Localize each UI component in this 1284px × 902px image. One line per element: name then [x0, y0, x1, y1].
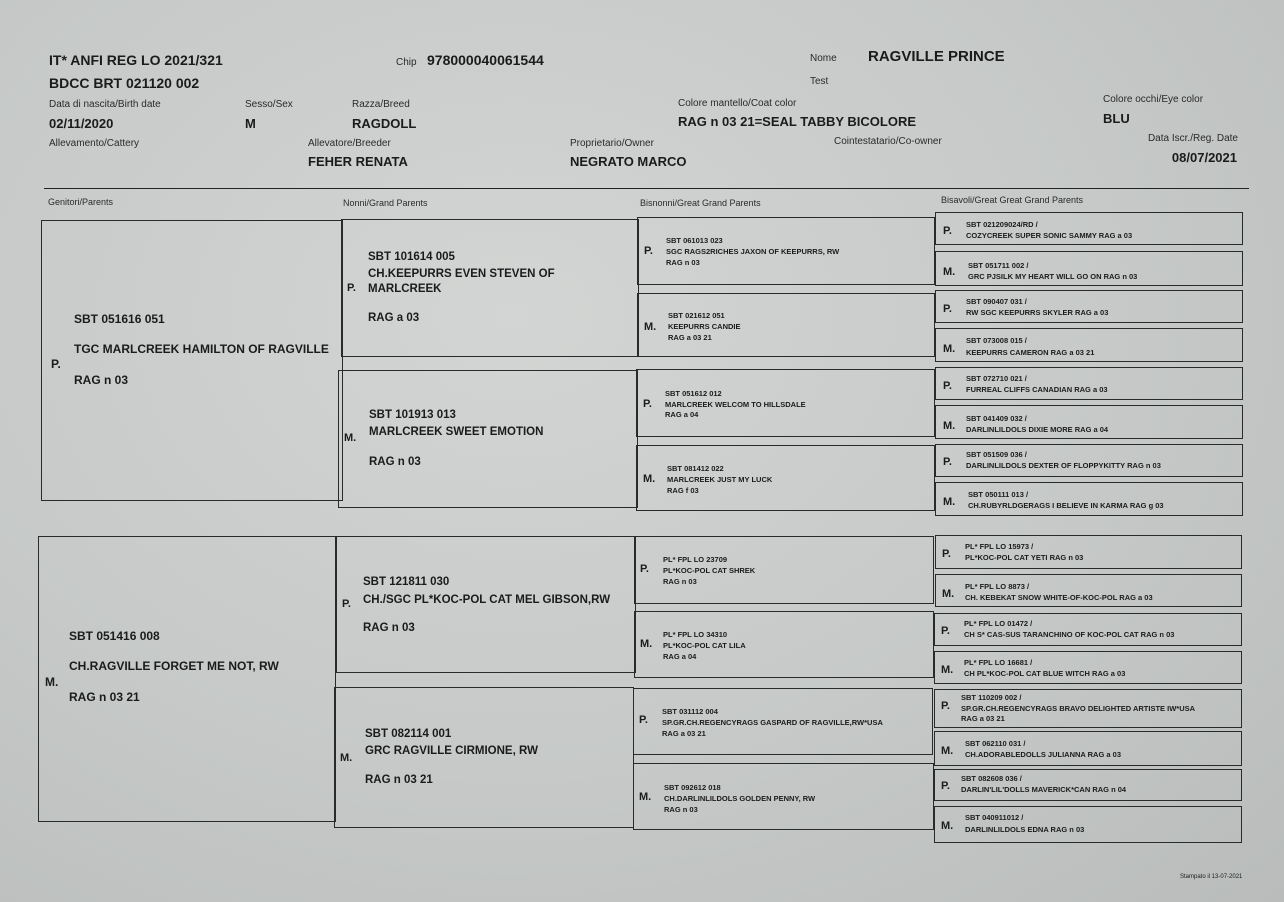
column-header-parents: Genitori/Parents — [48, 197, 114, 207]
great-great-grandparent-sex: P. — [941, 780, 950, 792]
grandparent-breed: RAG a 03 — [368, 312, 420, 324]
great-great-grandparent-sex: M. — [943, 266, 956, 278]
great-great-grandparent-reg: SBT 062110 031 / — [965, 739, 1026, 748]
great-great-grandparent-name: RW SGC KEEPURRS SKYLER RAG a 03 — [966, 308, 1109, 317]
sex-value: M — [245, 116, 256, 131]
great-great-grandparent-name: CH S* CAS-SUS TARANCHINO OF KOC-POL CAT RAG n 03 — [964, 630, 1175, 639]
grandparent-breed: RAG n 03 21 — [365, 774, 433, 786]
reg-date-label: Data Iscr./Reg. Date — [1147, 133, 1238, 144]
great-great-grandparent-sex: M. — [943, 343, 956, 355]
owner-value: NEGRATO MARCO — [570, 154, 687, 169]
test-label: Test — [810, 76, 829, 87]
great-grandparent-name: SGC RAGS2RICHES JAXON OF KEEPURRS, RW — [666, 247, 840, 256]
great-grandparent-sex: P. — [644, 245, 653, 257]
parent-sire-box — [41, 220, 343, 501]
great-grandparent-reg: SBT 031112 004 — [662, 707, 718, 716]
great-great-grandparent-box — [934, 731, 1242, 766]
great-great-grandparent-reg: SBT 090407 031 / — [966, 297, 1027, 306]
great-great-grandparent-sex: M. — [943, 420, 956, 432]
grandparent-reg: SBT 101913 013 — [369, 409, 456, 421]
great-great-grandparent-name: SP.GR.CH.REGENCYRAGS BRAVO DELIGHTED ARTISTE IW*USA — [961, 704, 1196, 713]
great-great-grandparent-reg: SBT 073008 015 / — [966, 336, 1027, 345]
great-great-grandparent-breed: RAG a 03 21 — [961, 714, 1005, 723]
great-great-grandparent-sex: P. — [943, 456, 952, 468]
great-great-grandparent-sex: M. — [941, 820, 954, 832]
grandparent-name-cont: MARLCREEK — [368, 283, 442, 295]
great-grandparent-sex: P. — [640, 563, 649, 575]
great-great-grandparent-box — [935, 535, 1242, 569]
great-grandparent-sex: M. — [639, 791, 652, 803]
great-great-grandparent-reg: SBT 051711 002 / — [968, 261, 1029, 270]
great-great-grandparent-reg: SBT 072710 021 / — [966, 374, 1027, 383]
great-grandparent-sex: P. — [643, 398, 652, 410]
great-grandparent-sex: M. — [644, 321, 657, 333]
great-grandparent-box — [634, 536, 934, 604]
great-grandparent-name: CH.DARLINLILDOLS GOLDEN PENNY, RW — [664, 794, 816, 803]
great-grandparent-name: KEEPURRS CANDIE — [668, 322, 741, 331]
great-great-grandparent-reg: SBT 050111 013 / — [968, 490, 1029, 499]
grandparent-sex: M. — [344, 432, 357, 444]
great-great-grandparent-name: GRC PJSILK MY HEART WILL GO ON RAG n 03 — [968, 272, 1138, 281]
coat-color-label: Colore mantello/Coat color — [678, 98, 797, 109]
great-great-grandparent-name: CH PL*KOC-POL CAT BLUE WITCH RAG a 03 — [964, 669, 1126, 678]
great-grandparent-box — [633, 688, 933, 755]
great-grandparent-box — [637, 293, 935, 357]
great-grandparent-reg: SBT 051612 012 — [665, 389, 722, 398]
breeder-value: FEHER RENATA — [308, 154, 408, 169]
great-great-grandparent-name: DARLIN'LIL'DOLLS MAVERICK*CAN RAG n 04 — [961, 785, 1127, 794]
cattery-label: Allevamento/Cattery — [49, 138, 140, 149]
eye-color-label: Colore occhi/Eye color — [1103, 94, 1204, 105]
great-great-grandparent-name: DARLINLILDOLS EDNA RAG n 03 — [965, 825, 1085, 834]
great-grandparent-box — [636, 369, 935, 437]
grandparent-name: GRC RAGVILLE CIRMIONE, RW — [365, 745, 538, 757]
parent-sex: M. — [45, 675, 59, 689]
grandparent-box — [341, 219, 639, 357]
great-great-grandparent-reg: SBT 082608 036 / — [961, 774, 1022, 783]
great-grandparent-breed: RAG a 03 21 — [668, 333, 712, 342]
great-great-grandparent-box — [934, 806, 1242, 843]
great-grandparent-box — [634, 611, 934, 678]
great-grandparent-name: MARLCREEK WELCOM TO HILLSDALE — [665, 400, 806, 409]
coat-color-value: RAG n 03 21=SEAL TABBY BICOLORE — [678, 114, 917, 129]
breed-value: RAGDOLL — [352, 116, 417, 131]
registration-number: IT* ANFI REG LO 2021/321 — [49, 52, 223, 68]
grandparent-sex: M. — [340, 752, 353, 764]
great-great-grandparent-sex: P. — [941, 625, 950, 637]
parent-name: TGC MARLCREEK HAMILTON OF RAGVILLE — [74, 342, 329, 356]
owner-label: Proprietario/Owner — [570, 138, 654, 149]
great-grandparent-box — [636, 445, 935, 511]
column-header-great-grandparents: Bisnonni/Great Grand Parents — [640, 198, 761, 208]
great-great-grandparent-box — [935, 328, 1243, 362]
great-great-grandparent-name: DARLINLILDOLS DIXIE MORE RAG a 04 — [966, 425, 1109, 434]
great-great-grandparent-sex: P. — [943, 225, 952, 237]
great-grandparent-reg: SBT 092612 018 — [664, 783, 721, 792]
great-great-grandparent-box — [934, 769, 1242, 801]
grandparent-box — [336, 536, 636, 673]
grandparent-reg: SBT 082114 001 — [365, 728, 452, 740]
great-grandparent-sex: M. — [643, 473, 656, 485]
great-great-grandparent-sex: P. — [943, 303, 952, 315]
great-great-grandparent-name: FURREAL CLIFFS CANADIAN RAG a 03 — [966, 385, 1108, 394]
parent-sex: P. — [51, 357, 61, 371]
sex-label: Sesso/Sex — [245, 99, 293, 110]
column-header-great-great-grandparents: Bisavoli/Great Great Grand Parents — [941, 195, 1084, 205]
great-grandparent-name: MARLCREEK JUST MY LUCK — [667, 475, 773, 484]
grandparent-breed: RAG n 03 — [369, 456, 421, 468]
grandparent-name: CH.KEEPURRS EVEN STEVEN OF — [368, 268, 555, 280]
great-grandparent-reg: SBT 081412 022 — [667, 464, 724, 473]
great-great-grandparent-reg: PL* FPL LO 15973 / — [965, 542, 1034, 551]
header-divider — [44, 188, 1249, 189]
great-great-grandparent-name: CH. KEBEKAT SNOW WHITE-OF-KOC-POL RAG a 03 — [965, 593, 1153, 602]
great-great-grandparent-reg: PL* FPL LO 8873 / — [965, 582, 1030, 591]
parent-name: CH.RAGVILLE FORGET ME NOT, RW — [69, 659, 279, 673]
breed-label: Razza/Breed — [352, 99, 410, 110]
breeder-label: Allevatore/Breeder — [308, 138, 391, 149]
great-great-grandparent-box — [934, 651, 1242, 684]
parent-breed: RAG n 03 21 — [69, 690, 140, 704]
great-great-grandparent-reg: PL* FPL LO 01472 / — [964, 619, 1033, 628]
great-great-grandparent-reg: PL* FPL LO 16681 / — [964, 658, 1033, 667]
great-grandparent-breed: RAG n 03 — [663, 577, 697, 586]
birth-date-value: 02/11/2020 — [49, 116, 114, 131]
great-great-grandparent-name: DARLINLILDOLS DEXTER OF FLOPPYKITTY RAG n 03 — [966, 461, 1161, 470]
great-grandparent-reg: SBT 021612 051 — [668, 311, 725, 320]
great-grandparent-name: PL*KOC-POL CAT SHREK — [663, 566, 756, 575]
parent-dam-box — [38, 536, 336, 822]
great-great-grandparent-box — [935, 212, 1243, 245]
great-grandparent-name: PL*KOC-POL CAT LILA — [663, 641, 746, 650]
great-grandparent-sex: P. — [639, 714, 648, 726]
reg-date-value: 08/07/2021 — [1171, 150, 1237, 165]
chip-label: Chip — [396, 57, 417, 68]
great-great-grandparent-sex: M. — [941, 745, 954, 757]
great-grandparent-reg: PL* FPL LO 34310 — [663, 630, 728, 639]
grandparent-breed: RAG n 03 — [363, 622, 415, 634]
great-great-grandparent-box — [935, 367, 1243, 400]
eye-color-value: BLU — [1103, 111, 1130, 126]
great-great-grandparent-name: PL*KOC-POL CAT YETI RAG n 03 — [965, 553, 1084, 562]
great-grandparent-breed: RAG a 04 — [663, 652, 697, 661]
great-grandparent-breed: RAG a 03 21 — [662, 729, 706, 738]
great-great-grandparent-sex: P. — [942, 548, 951, 560]
great-great-grandparent-box — [935, 290, 1243, 323]
co-owner-label: Cointestatario/Co-owner — [834, 136, 942, 147]
parent-reg: SBT 051616 051 — [74, 312, 165, 326]
great-great-grandparent-sex: M. — [941, 664, 954, 676]
great-great-grandparent-sex: M. — [942, 588, 955, 600]
great-great-grandparent-name: CH.RUBYRLDGERAGS I BELIEVE IN KARMA RAG g 03 — [968, 501, 1164, 510]
great-great-grandparent-box — [934, 613, 1242, 646]
great-great-grandparent-box — [934, 689, 1242, 728]
great-grandparent-sex: M. — [640, 638, 653, 650]
cat-name: RAGVILLE PRINCE — [868, 48, 1005, 65]
grandparent-reg: SBT 121811 030 — [363, 576, 450, 588]
great-great-grandparent-reg: SBT 051509 036 / — [966, 450, 1027, 459]
birth-date-label: Data di nascita/Birth date — [49, 99, 161, 110]
great-grandparent-box — [633, 763, 934, 830]
great-grandparent-box — [637, 217, 935, 285]
grandparent-reg: SBT 101614 005 — [368, 251, 455, 263]
grandparent-name: MARLCREEK SWEET EMOTION — [369, 426, 544, 438]
great-grandparent-breed: RAG n 03 — [664, 805, 698, 814]
parent-breed: RAG n 03 — [74, 373, 129, 387]
great-great-grandparent-name: CH.ADORABLEDOLLS JULIANNA RAG a 03 — [965, 750, 1121, 759]
great-great-grandparent-box — [935, 574, 1242, 607]
name-label: Nome — [810, 53, 837, 64]
grandparent-name: CH./SGC PL*KOC-POL CAT MEL GIBSON,RW — [363, 594, 611, 606]
great-great-grandparent-sex: P. — [941, 700, 950, 712]
grandparent-sex: P. — [347, 282, 356, 294]
great-grandparent-breed: RAG n 03 — [666, 258, 700, 267]
great-great-grandparent-name: COZYCREEK SUPER SONIC SAMMY RAG a 03 — [966, 231, 1133, 240]
secondary-registration: BDCC BRT 021120 002 — [49, 75, 200, 91]
great-great-grandparent-sex: P. — [943, 380, 952, 392]
great-great-grandparent-reg: SBT 041409 032 / — [966, 414, 1027, 423]
great-great-grandparent-reg: SBT 040911012 / — [965, 813, 1024, 822]
great-grandparent-breed: RAG a 04 — [665, 410, 699, 419]
great-grandparent-reg: SBT 061013 023 — [666, 236, 723, 245]
parent-reg: SBT 051416 008 — [69, 629, 160, 643]
great-grandparent-reg: PL* FPL LO 23709 — [663, 555, 728, 564]
great-great-grandparent-box — [935, 444, 1243, 477]
grandparent-box — [338, 370, 638, 508]
grandparent-box — [334, 687, 634, 828]
great-great-grandparent-reg: SBT 021209024/RD / — [966, 220, 1038, 229]
great-great-grandparent-box — [935, 405, 1243, 439]
great-great-grandparent-name: KEEPURRS CAMERON RAG a 03 21 — [966, 348, 1095, 357]
chip-value: 978000040061544 — [427, 52, 544, 68]
print-stamp: Stampato il 13-07-2021 — [1180, 874, 1243, 880]
great-great-grandparent-sex: M. — [943, 496, 956, 508]
column-header-grandparents: Nonni/Grand Parents — [343, 198, 428, 208]
great-great-grandparent-reg: SBT 110209 002 / — [961, 693, 1022, 702]
great-grandparent-name: SP.GR.CH.REGENCYRAGS GASPARD OF RAGVILLE,RW*USA — [662, 718, 883, 727]
great-great-grandparent-box — [935, 482, 1243, 516]
great-grandparent-breed: RAG f 03 — [667, 486, 699, 495]
great-great-grandparent-box — [935, 251, 1243, 286]
grandparent-sex: P. — [342, 598, 351, 610]
